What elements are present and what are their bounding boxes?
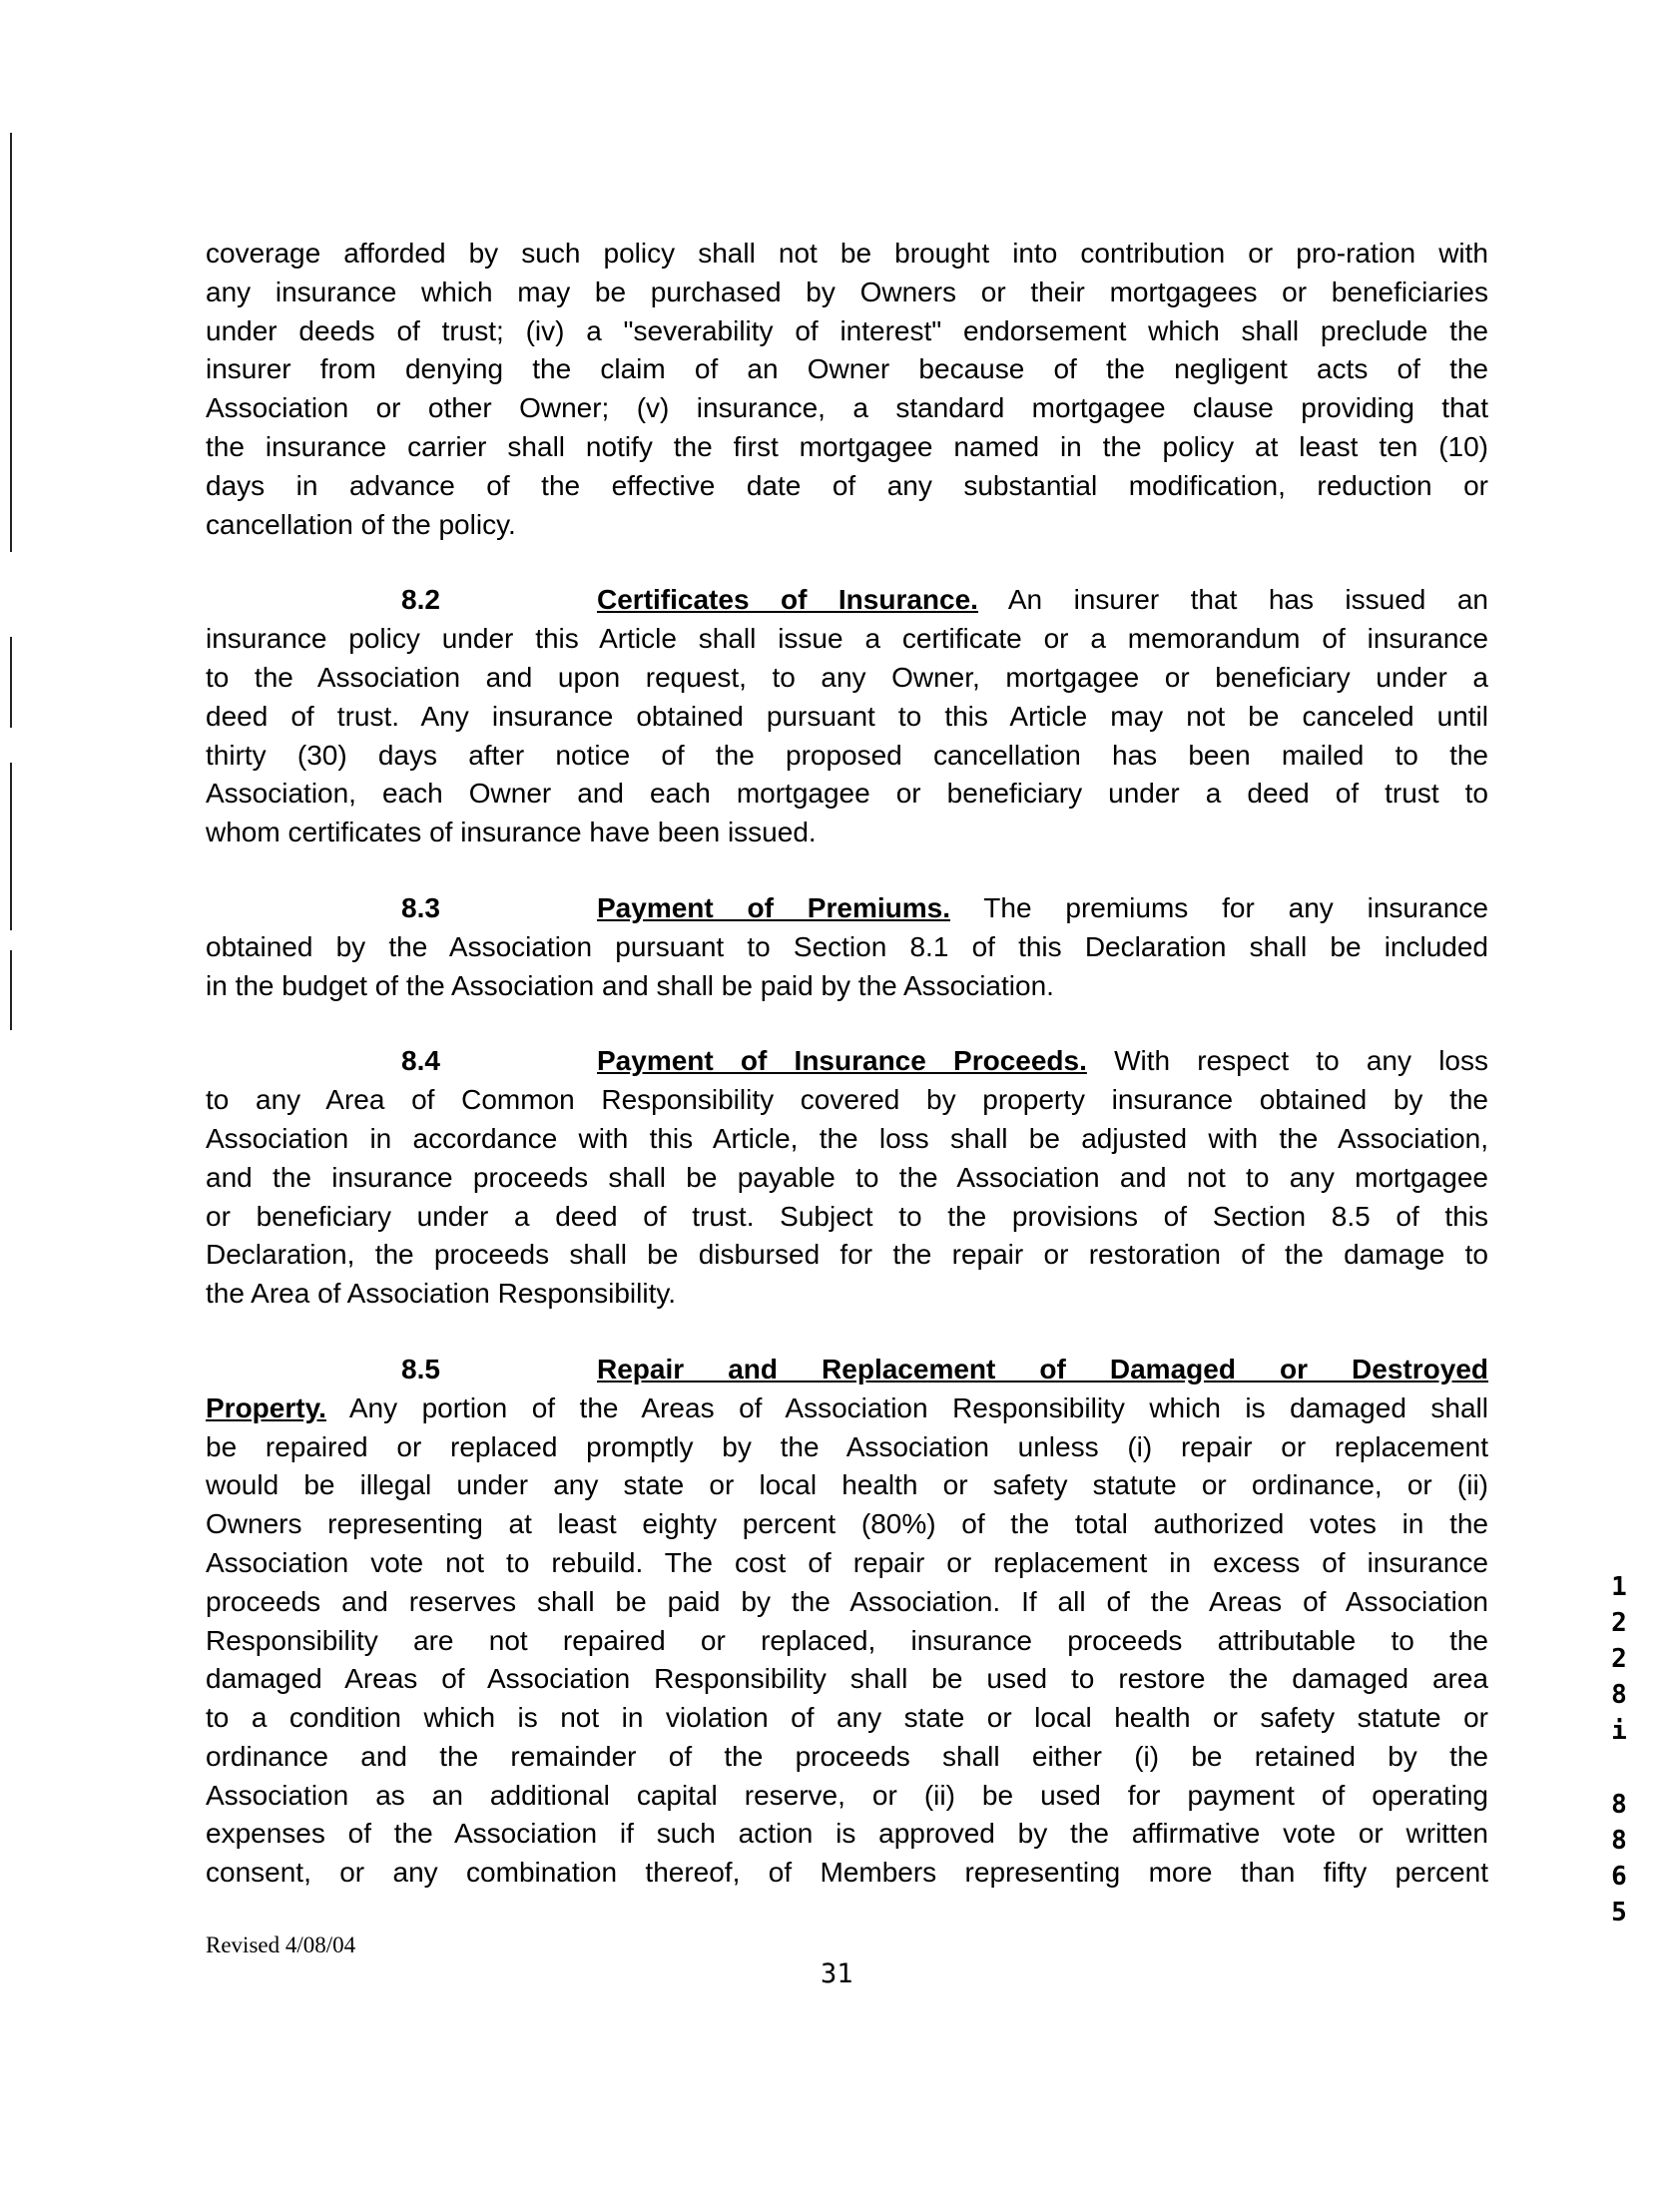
- revision-date: Revised 4/08/04: [206, 1933, 356, 1957]
- stamp-digit: 2: [1611, 1644, 1627, 1674]
- text-line: be repaired or replaced promptly by the Association unless (i) repair or replacement: [206, 1430, 1488, 1462]
- text-line: ordinance and the remainder of the proceeds shall either (i) be retained by the: [206, 1740, 1488, 1772]
- line-text: With respect to any loss: [1086, 1045, 1488, 1077]
- text-line: deed of trust. Any insurance obtained pursuant to this Article may not be canceled until: [206, 700, 1488, 732]
- paragraph: [206, 1351, 1488, 1893]
- text-line: to the Association and upon request, to any Owner, mortgagee or beneficiary under a: [206, 661, 1488, 693]
- text-line: insurance policy under this Article shall issue a certificate or a memorandum of insurance: [206, 623, 1488, 655]
- text-line: Association or other Owner; (v) insurance, a standard mortgagee clause providing that: [206, 392, 1488, 424]
- text-line: consent, or any combination thereof, of Members representing more than fifty percent: [206, 1857, 1488, 1889]
- section-title: Certificates of Insurance.: [597, 584, 978, 616]
- text-line: and the insurance proceeds shall be payable to the Association and not to any mortgagee: [206, 1161, 1488, 1193]
- section-title: Payment of Insurance Proceeds.: [597, 1045, 1087, 1077]
- section-title: Payment of Premiums.: [597, 891, 950, 923]
- scan-margin-bar: [10, 763, 12, 930]
- text-line: insurer from denying the claim of an Owner because of the negligent acts of the: [206, 353, 1488, 385]
- stamp-digit: 8: [1611, 1790, 1627, 1820]
- section-title: Property.: [206, 1391, 326, 1423]
- text-line: to any Area of Common Responsibility covered by property insurance obtained by the: [206, 1084, 1488, 1116]
- text-line: would be illegal under any state or local health or safety statute or ordinance, or (ii): [206, 1469, 1488, 1501]
- text-line: Responsibility are not repaired or replaced, insurance proceeds attributable to the: [206, 1624, 1488, 1656]
- text-line: days in advance of the effective date of any substantial modification, reduction or: [206, 469, 1488, 501]
- text-line: [206, 1351, 1488, 1389]
- section-number: 8.3: [401, 891, 440, 923]
- stamp-digit: i: [1611, 1716, 1627, 1746]
- recording-stamp-bottom: [1605, 1787, 1633, 1931]
- text-line: Association vote not to rebuild. The cost of repair or replacement in excess of insurance: [206, 1546, 1488, 1578]
- line-text: The premiums for any insurance: [949, 891, 1488, 923]
- text-line: expenses of the Association if such action is approved by the affirmative vote or written: [206, 1818, 1488, 1850]
- scan-margin-bar: [10, 133, 12, 552]
- paragraph: [206, 1042, 1488, 1314]
- section-number: 8.2: [401, 584, 440, 616]
- text-line: Association in accordance with this Article, the loss shall be adjusted with the Association,: [206, 1122, 1488, 1154]
- text-line: Declaration, the proceeds shall be disbursed for the repair or restoration of the damage to: [206, 1239, 1488, 1271]
- text-line: [206, 1389, 1488, 1428]
- text-line: or beneficiary under a deed of trust. Subject to the provisions of Section 8.5 of this: [206, 1200, 1488, 1232]
- text-line: the insurance carrier shall notify the first mortgagee named in the policy at least ten (10): [206, 430, 1488, 462]
- text-line: to a condition which is not in violation of any state or local health or safety statute or: [206, 1702, 1488, 1734]
- text-line: Association as an additional capital reserve, or (ii) be used for payment of operating: [206, 1779, 1488, 1811]
- text-line: obtained by the Association pursuant to Section 8.1 of this Declaration shall be included: [206, 930, 1488, 962]
- stamp-digit: 6: [1611, 1862, 1627, 1892]
- text-line: thirty (30) days after notice of the proposed cancellation has been mailed to the: [206, 739, 1488, 771]
- section-number: 8.5: [401, 1353, 440, 1384]
- paragraph: [206, 581, 1488, 852]
- text-line: coverage afforded by such policy shall not be brought into contribution or pro-ration with: [206, 238, 1488, 269]
- stamp-digit: 2: [1611, 1608, 1627, 1638]
- text-line: any insurance which may be purchased by Owners or their mortgagees or beneficiaries: [206, 276, 1488, 307]
- paragraph: [206, 235, 1488, 544]
- document-body: [206, 235, 1488, 1893]
- text-line: Owners representing at least eighty percent (80%) of the total authorized votes in the: [206, 1508, 1488, 1540]
- text-line: proceeds and reserves shall be paid by the Association. If all of the Areas of Association: [206, 1585, 1488, 1617]
- stamp-digit: 8: [1611, 1826, 1627, 1856]
- text-line: in the budget of the Association and shall be paid by the Association.: [206, 969, 1054, 1001]
- recording-stamp-top: [1605, 1569, 1633, 1749]
- text-line: the Area of Association Responsibility.: [206, 1278, 677, 1310]
- section-title: Repair and Replacement of Damaged or Destroyed: [597, 1353, 1488, 1384]
- stamp-digit: 5: [1611, 1898, 1627, 1928]
- text-line: damaged Areas of Association Responsibility shall be used to restore the damaged area: [206, 1663, 1488, 1695]
- scan-margin-bar: [10, 950, 12, 1030]
- stamp-digit: 1: [1611, 1572, 1627, 1602]
- text-line: Association, each Owner and each mortgagee or beneficiary under a deed of trust to: [206, 778, 1488, 810]
- text-line: under deeds of trust; (iv) a "severability of interest" endorsement which shall preclude the: [206, 314, 1488, 346]
- paragraph: [206, 889, 1488, 1005]
- text-line: cancellation of the policy.: [206, 508, 516, 540]
- text-line: [206, 1042, 1488, 1081]
- line-text: An insurer that has issued an: [977, 584, 1488, 616]
- stamp-digit: 8: [1611, 1680, 1627, 1710]
- section-number: 8.4: [401, 1045, 440, 1077]
- text-line: [206, 889, 1488, 928]
- text-line: [206, 581, 1488, 620]
- page-number: 31: [821, 1958, 853, 1989]
- line-text: Any portion of the Areas of Association Responsibility which is damaged shall: [325, 1391, 1488, 1423]
- text-line: whom certificates of insurance have been issued.: [206, 817, 817, 848]
- scan-margin-bar: [10, 637, 12, 728]
